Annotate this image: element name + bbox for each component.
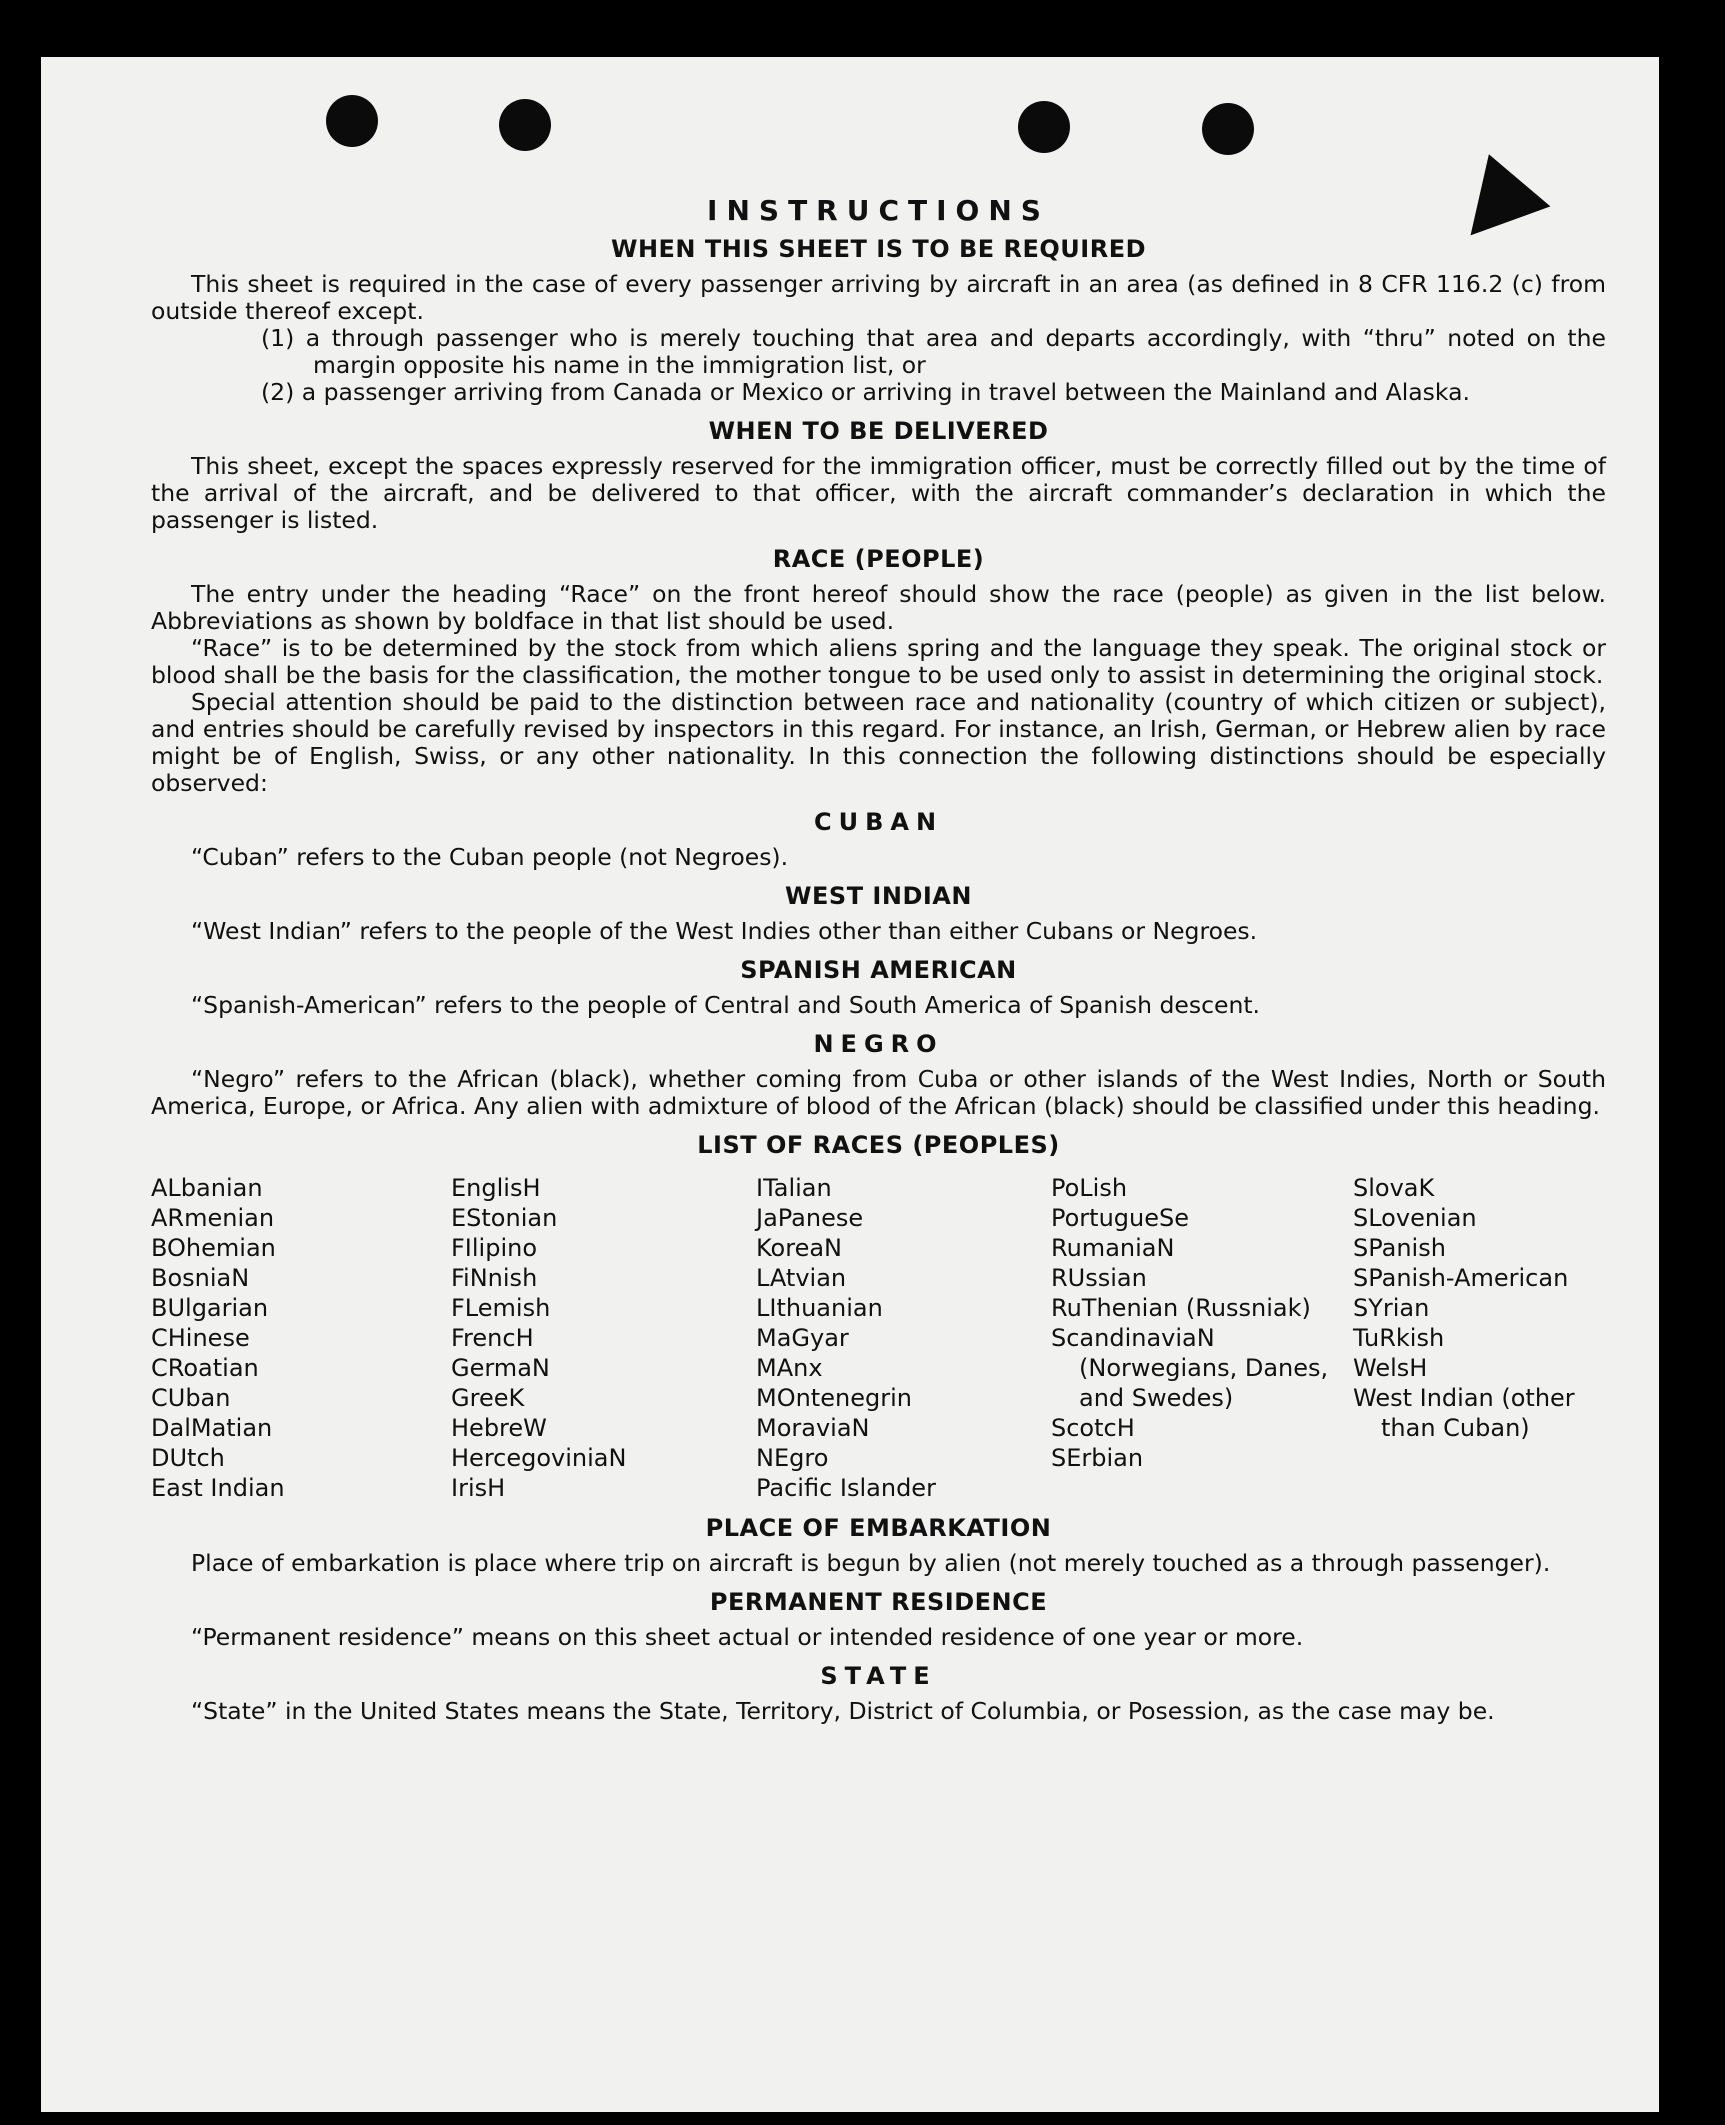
race-entry: GermaN — [451, 1354, 550, 1382]
punch-hole — [1018, 101, 1070, 153]
race-entry: West Indian (other than Cuban) — [1353, 1384, 1575, 1442]
race-entry: WelsH — [1353, 1354, 1428, 1382]
race-entry: HebreW — [451, 1414, 547, 1442]
heading-place-of-embarkation: PLACE OF EMBARKATION — [705, 1514, 1052, 1542]
races-list — [151, 1173, 1606, 1503]
heading-negro: NEGRO — [813, 1030, 944, 1058]
race-entry: SlovaK — [1353, 1174, 1435, 1202]
race-entry: ScandinaviaN (Norwegians, Danes, and Swedes) — [1051, 1324, 1329, 1412]
instructions-content — [151, 194, 1606, 1725]
heading-permanent-residence: PERMANENT RESIDENCE — [709, 1588, 1048, 1616]
race-entry: BOhemian — [151, 1234, 276, 1262]
race-paragraph-2: “Race” is to be determined by the stock from which aliens spring and the language they speak. The original stock or blood shall be the basis for the classification, the mother tongue to be used only to assist in determining the original stock. — [151, 634, 1606, 689]
race-entry: SPanish-American — [1353, 1264, 1569, 1292]
race-entry: JaPanese — [756, 1204, 864, 1232]
race-paragraph-3: Special attention should be paid to the distinction between race and nationality (country of which citizen or subject), and entries should be carefully revised by inspectors in this regard. For instance, an Irish, German, or Hebrew alien by race might be of English, Swiss, or any other nationality. In this connection the following distinctions should be especially observed: — [151, 688, 1606, 797]
race-entry: FiNnish — [451, 1264, 538, 1292]
punch-hole — [326, 95, 378, 147]
races-column — [1051, 1173, 1353, 1503]
state-text: “State” in the United States means the State, Territory, District of Columbia, or Posession, as the case may be. — [191, 1697, 1495, 1725]
race-entry: Pacific Islander — [756, 1474, 936, 1502]
race-paragraph-1: The entry under the heading “Race” on the front hereof should show the race (people) as given in the list below. Abbreviations as shown by boldface in that list should be used. — [151, 580, 1606, 635]
race-entry: SLovenian — [1353, 1204, 1477, 1232]
heading-spanish-american: SPANISH AMERICAN — [740, 956, 1017, 984]
race-entry: IrisH — [451, 1474, 506, 1502]
race-entry: PoLish — [1051, 1174, 1128, 1202]
west-indian-text: “West Indian” refers to the people of the West Indies other than either Cubans or Negroes. — [191, 917, 1258, 945]
race-entry: CUban — [151, 1384, 231, 1412]
race-entry: ScotcH — [1051, 1414, 1135, 1442]
race-entry: CHinese — [151, 1324, 250, 1352]
race-entry: BosniaN — [151, 1264, 250, 1292]
race-entry: ARmenian — [151, 1204, 275, 1232]
race-entry: RuThenian (Russniak) — [1051, 1294, 1311, 1322]
punch-hole — [1202, 103, 1254, 155]
race-entry: LIthuanian — [756, 1294, 883, 1322]
heading-west-indian: WEST INDIAN — [785, 882, 972, 910]
race-entry: DalMatian — [151, 1414, 273, 1442]
cuban-text: “Cuban” refers to the Cuban people (not Negroes). — [191, 843, 789, 871]
race-entry: MOntenegrin — [756, 1384, 912, 1412]
heading-when-required: WHEN THIS SHEET IS TO BE REQUIRED — [610, 235, 1147, 263]
race-entry: EStonian — [451, 1204, 558, 1232]
race-entry: CRoatian — [151, 1354, 259, 1382]
race-entry: FLemish — [451, 1294, 551, 1322]
heading-when-delivered: WHEN TO BE DELIVERED — [708, 417, 1049, 445]
when-delivered-text: This sheet, except the spaces expressly reserved for the immigration officer, must be correctly filled out by the time of the arrival of the aircraft, and be delivered to that officer, with the aircraft commander’s declaration in which the passenger is listed. — [151, 452, 1606, 534]
exception-item-1: (1) a through passenger who is merely touching that area and departs accordingly, with “thru” noted on the margin opposite his name in the immigration list, or — [261, 324, 1606, 379]
race-entry: TuRkish — [1353, 1324, 1445, 1352]
race-entry: GreeK — [451, 1384, 525, 1412]
race-entry: EnglisH — [451, 1174, 541, 1202]
spanish-american-text: “Spanish-American” refers to the people of Central and South America of Spanish descent. — [191, 991, 1261, 1019]
race-entry: ALbanian — [151, 1174, 263, 1202]
race-entry: SPanish — [1353, 1234, 1446, 1262]
when-required-text: This sheet is required in the case of every passenger arriving by aircraft in an area (as defined in 8 CFR 116.2 (c) from outside thereof except. — [151, 270, 1606, 325]
heading-cuban: CUBAN — [813, 808, 944, 836]
heading-state: STATE — [820, 1662, 937, 1690]
race-entry: East Indian — [151, 1474, 285, 1502]
race-entry: HercegoviniaN — [451, 1444, 627, 1472]
race-entry: DUtch — [151, 1444, 225, 1472]
exception-item-2: (2) a passenger arriving from Canada or Mexico or arriving in travel between the Mainland and Alaska. — [261, 378, 1470, 406]
race-entry: SYrian — [1353, 1294, 1430, 1322]
race-entry: SErbian — [1051, 1444, 1144, 1472]
races-column — [756, 1173, 1051, 1503]
race-entry: MoraviaN — [756, 1414, 870, 1442]
heading-list-of-races: LIST OF RACES (PEOPLES) — [697, 1131, 1060, 1159]
residence-text: “Permanent residence” means on this sheet actual or intended residence of one year or more. — [191, 1623, 1304, 1651]
document-title: INSTRUCTIONS — [707, 194, 1050, 227]
race-entry: BUlgarian — [151, 1294, 269, 1322]
race-entry: FIlipino — [451, 1234, 538, 1262]
negro-text: “Negro” refers to the African (black), whether coming from Cuba or other islands of the West Indies, North or South America, Europe, or Africa. Any alien with admixture of blood of the African (black) should be classified under this heading. — [151, 1065, 1606, 1120]
race-entry: KoreaN — [756, 1234, 842, 1262]
punch-hole — [499, 99, 551, 151]
races-column — [451, 1173, 756, 1503]
race-entry: LAtvian — [756, 1264, 847, 1292]
heading-race: RACE (PEOPLE) — [772, 545, 985, 573]
race-entry: MaGyar — [756, 1324, 849, 1352]
race-entry: ITalian — [756, 1174, 832, 1202]
races-column — [151, 1173, 451, 1503]
race-entry: PortugueSe — [1051, 1204, 1189, 1232]
race-entry: RUssian — [1051, 1264, 1147, 1292]
embarkation-text: Place of embarkation is place where trip on aircraft is begun by alien (not merely touched as a through passenger). — [191, 1549, 1551, 1577]
document-page — [41, 57, 1659, 2112]
race-entry: MAnx — [756, 1354, 823, 1382]
race-entry: FrencH — [451, 1324, 534, 1352]
race-entry: RumaniaN — [1051, 1234, 1175, 1262]
races-column — [1353, 1173, 1613, 1503]
race-entry: NEgro — [756, 1444, 829, 1472]
